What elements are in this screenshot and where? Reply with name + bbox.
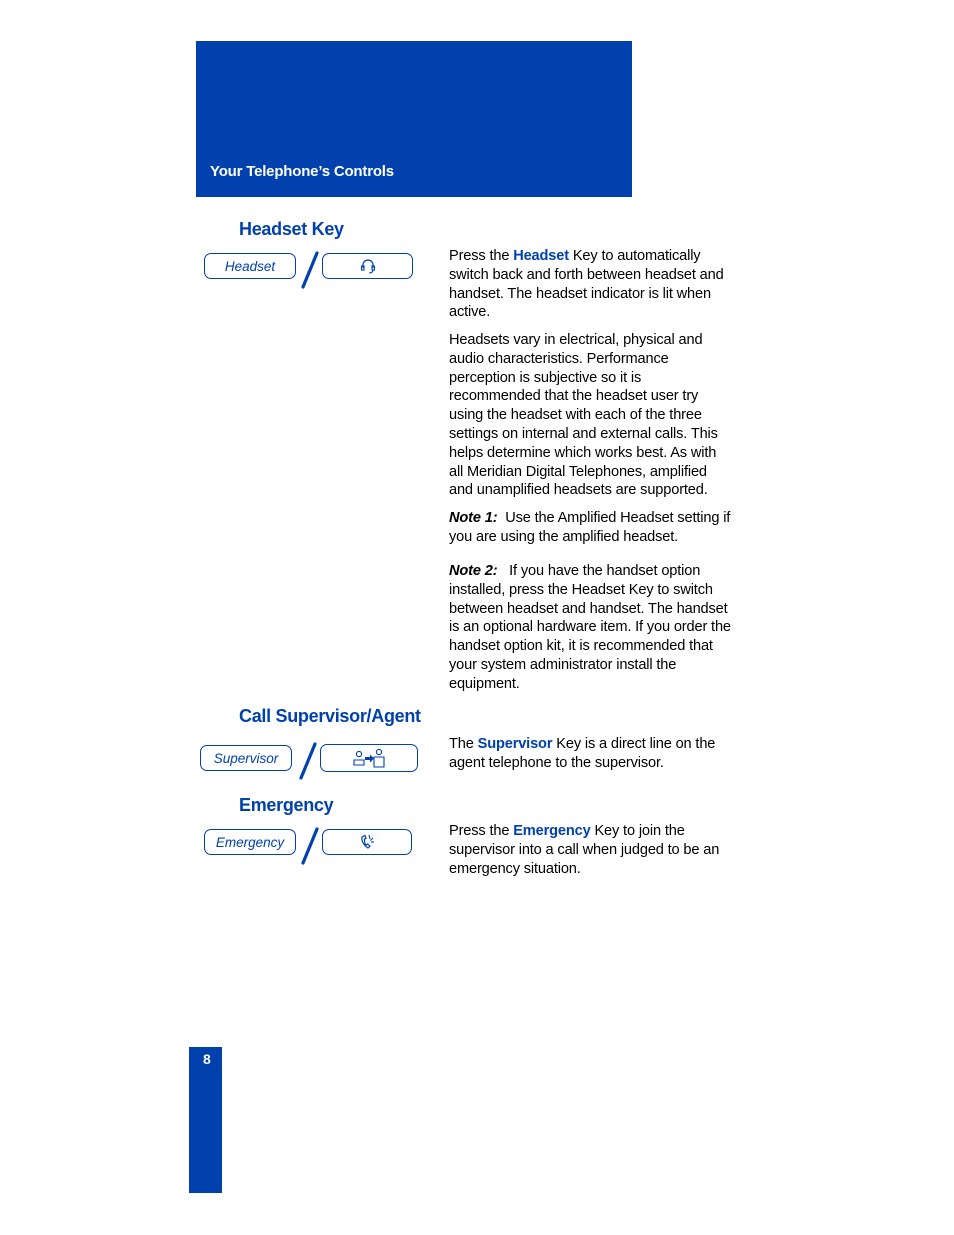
headset-keyword: Headset <box>513 248 569 264</box>
page-number: 8 <box>203 1051 211 1067</box>
note-1: Note 1: Use the Amplified Headset setting if you are using the amplified headset. <box>449 510 731 545</box>
headset-key-heading: Headset Key <box>239 219 344 239</box>
supervisor-keyword: Supervisor <box>477 736 553 752</box>
supervisor-agent-icon <box>349 747 389 769</box>
header-banner <box>196 41 632 197</box>
page-number-tab <box>189 1047 222 1193</box>
note-1-label: Note 1: <box>449 510 498 526</box>
slash-divider <box>297 826 323 866</box>
supervisor-key-button <box>320 744 418 772</box>
headset-icon <box>358 256 378 276</box>
emergency-keyword: Emergency <box>513 823 591 839</box>
supervisor-key-label: Supervisor <box>200 745 292 771</box>
banner-title: Your Telephone’s Controls <box>210 163 394 180</box>
headset-key-button <box>322 253 413 279</box>
emergency-heading: Emergency <box>239 795 334 815</box>
headset-description: Press the Headset Key to automatically switch back and forth between headset and handset. The headset indicator is lit when active. <box>449 248 724 321</box>
emergency-phone-icon <box>356 832 378 852</box>
headset-characteristics-paragraph: Headsets vary in electrical, physical and audio characteristics. Performance perception is subjective so it is recommended that the headset user try using the headset with each of the three settings on internal and external calls. This helps determine which works best. As with all Meridian Digital Telephones, amplified and unamplified headsets are supported. <box>449 332 718 499</box>
slash-divider <box>295 741 321 781</box>
note-2: Note 2: If you have the handset option installed, press the Headset Key to switch between headset and handset. The handset is an optional hardware item. If you order the handset option kit, it is recommended that your system administrator install the equipment. <box>449 563 731 692</box>
emergency-key-button <box>322 829 412 855</box>
note-2-label: Note 2: <box>449 563 498 579</box>
emergency-key-label: Emergency <box>204 829 296 855</box>
supervisor-description: The Supervisor Key is a direct line on the agent telephone to the supervisor. <box>449 736 716 771</box>
emergency-description: Press the Emergency Key to join the supervisor into a call when judged to be an emergency situation. <box>449 823 720 877</box>
headset-key-label: Headset <box>204 253 296 279</box>
slash-divider <box>297 250 323 290</box>
supervisor-heading: Call Supervisor/Agent <box>239 706 421 726</box>
